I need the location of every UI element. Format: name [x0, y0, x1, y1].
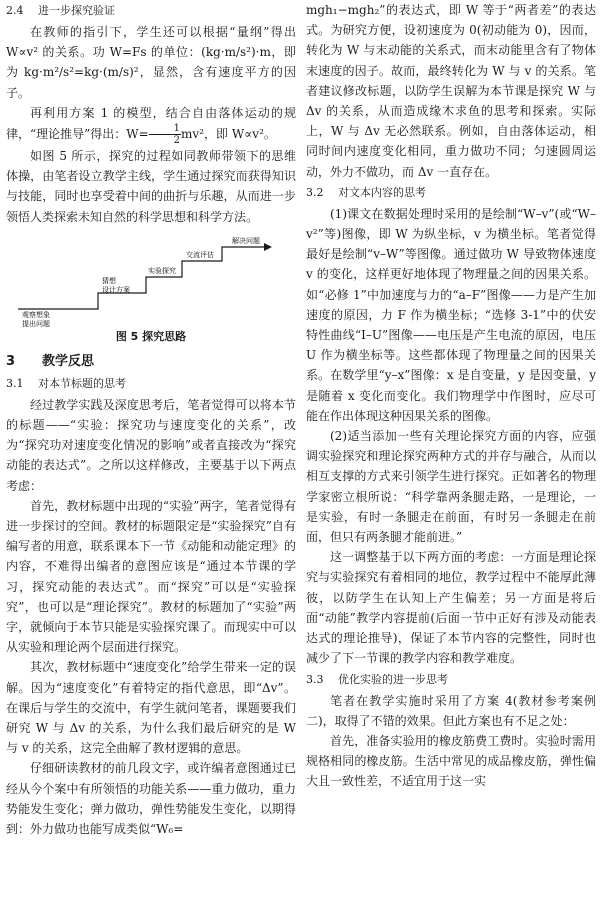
section-title: 教学反思: [42, 353, 95, 369]
staircase-line: [18, 247, 264, 309]
step-label-1: 观察想象提出问题: [22, 310, 50, 327]
section-3-heading: [6, 351, 296, 373]
step-label-3: 实验探究: [148, 266, 176, 275]
paragraph: 首先，教材标题中出现的“实验”两字，笔者觉得有进一步探讨的空间。教材的标题限定是“实验探究”自有编写者的用意，联系课本下一节《动能和动能定理》的内容，不难得出编者的意图应该是“通过本节课的学习，探究动能的表达式”。而“探究”可以是“实验探究”，也可以是“理论探究”。教材的标题加了“实验”两字，就倾向于本节只能是实验探究课了。而现实中可以从实验和理论两个层面进行探究。: [6, 498, 296, 655]
step-label-2: 猜想设计方案: [102, 276, 130, 294]
paragraph-with-formula: [6, 103, 296, 146]
section-3-1-heading: [6, 373, 296, 395]
section-number: 3: [6, 353, 16, 369]
paragraph-continued: mgh₁−mgh₂”的表达式，即 W 等于“两者差”的表达式。为研究方便，设初速度为 0(初动能为 0)，因而，转化为 W 与末动能的关系式，而末动能里含有了物体末速度的因子。故而，最终转化为 W 与 v 的关系。笔者建议修改标题，以防学生误解为本节课是探究 W 与 Δv 的关系，从而造成缘木求鱼的思考和探索。实际上，W 与 Δv 无必然联系。例如，自由落体运动，相同时间内速度变化相同，重力做功不同；匀速圆周运动，外力不做功，而 Δv 一直存在。: [306, 3, 596, 179]
paragraph: 仔细研读教材的前几段文字，或许编者意图通过已经从今个案中有所领悟的功能关系——重力做功，重力势能发生变化；弹力做功，弹性势能发生变化，以期得到：外力做功也能写成类似“W₆=: [6, 761, 296, 837]
section-number: 2.4: [6, 4, 24, 17]
fraction: [149, 123, 181, 146]
paragraph: 其次，教材标题中“速度变化”给学生带来一定的误解。因为“速度变化”有着特定的指代意思，即“Δv”。在课后与学生的交流中，有学生就问笔者，课题要我们研究 W 与 Δv 的关系，为什么我们最后研究的是 W 与 v 的关系，这完全曲解了教材逻辑的意思。: [6, 660, 296, 756]
step-label-5: 解决问题: [232, 236, 260, 245]
section-title: 进一步探究验证: [38, 4, 115, 17]
figure-5-staircase-diagram: [6, 235, 296, 327]
section-3-3-heading: [306, 669, 596, 691]
fraction-numerator: 1: [149, 123, 181, 135]
paragraph: (1)课文在数据处理时采用的是绘制“W–v”(或“W–v²”等)图像，即 W 为纵坐标，v 为横坐标。笔者觉得最好是绘制“v–W”等图像。通过做功 W 导致物体速度 v 的变化，这样更好地体现了物理量之间的因果关系。如“必修 1”中加速度与力的“a–F”图像——力是产生加速度的原因，力 F 作为横坐标；“选修 3-1”中的伏安特性曲线“I–U”图像——电压是产生电流的原因，电压 U 作为横坐标等。这些都体现了物理量之间的因果关系。在数学里“y–x”图像：x 是自变量，y 是因变量，y 是随着 x 变化而变化。我们物理学中作图时，应尽可能在作出体现这种因果关系的图像。: [306, 206, 596, 423]
fraction-denominator: 2: [173, 135, 181, 147]
arrow-head: [264, 243, 272, 251]
step-label-4: 交流评估: [186, 250, 214, 259]
formula-text: 再利用方案 1 的模型，结合自由落体运动的规律，“理论推导”得出：W=: [6, 105, 296, 142]
paragraph: 笔者在教学实施时采用了方案 4(教材参考案例二)，取得了不错的效果。但此方案也有不足之处：: [306, 693, 596, 728]
paragraph: 这一调整基于以下两方面的考虑：一方面是理论探究与实验探究有着相同的地位，教学过程中不能厚此薄彼，以防学生在认知上产生偏差；另一方面是将后面“动能”教学内容提前(后面一节中正好有涉及动能表达式的理论推导)，保证了本节内容的完整性，同时也减少了下一节课的教学内容和教学难度。: [306, 550, 596, 666]
section-title: 对本节标题的思考: [38, 376, 126, 390]
section-number: 3.2: [306, 185, 324, 199]
section-3-2-heading: [306, 182, 596, 204]
staircase-svg: [6, 235, 296, 327]
paragraph: 在教师的指引下，学生还可以根据“量纲”得出 W∝v² 的关系。功 W=Fs 的单位：(kg·m/s²)·m，即为 kg·m²/s²=kg·(m/s)²，显然，含有速度平方的因子。: [6, 25, 296, 100]
section-2-4-heading: [6, 0, 296, 22]
left-column: [6, 0, 296, 839]
paragraph: (2)适当添加一些有关理论探究方面的内容，应强调实验探究和理论探究两种方式的并存与融合，从而以相互支撑的方式来引领学生进行探究。正如著名的物理学家密立根所说：“科学靠两条腿走路，一是理论，一是实验，有时一条腿走在前面，有时另一条腿走在前面，但只有两条腿才能前进。”: [306, 429, 596, 545]
paragraph: 首先，准备实验用的橡皮筋费工费时。实验时需用规格相同的橡皮筋。生活中常见的成品橡皮筋，弹性偏大且一致性差，不适宜用于这一实: [306, 733, 596, 789]
formula-text: mv²，即 W∝v²。: [181, 127, 276, 142]
section-title: 优化实验的进一步思考: [338, 672, 448, 686]
right-column: [306, 0, 596, 792]
section-number: 3.1: [6, 376, 24, 390]
section-number: 3.3: [306, 672, 324, 686]
paragraph: 如图 5 所示，探究的过程如同教师带领下的思维体操，由笔者设立教学主线，学生通过探究而获得知识与技能，同时也享受着中间的曲折与乐趣，从而进一步领悟人类探索未知自然的科学思想和科学方法。: [6, 149, 296, 224]
figure-caption: 图 5 探究思路: [115, 329, 187, 343]
section-title: 对文本内容的思考: [338, 185, 426, 199]
paragraph: 经过教学实践及深度思考后，笔者觉得可以将本节的标题——“实验：探究功与速度变化的关系”，改为“探究功对速度变化情况的影响”或者直接改为“探究动能的表达式”。之所以这样修改，主要基于以下两点考虑：: [6, 397, 296, 493]
